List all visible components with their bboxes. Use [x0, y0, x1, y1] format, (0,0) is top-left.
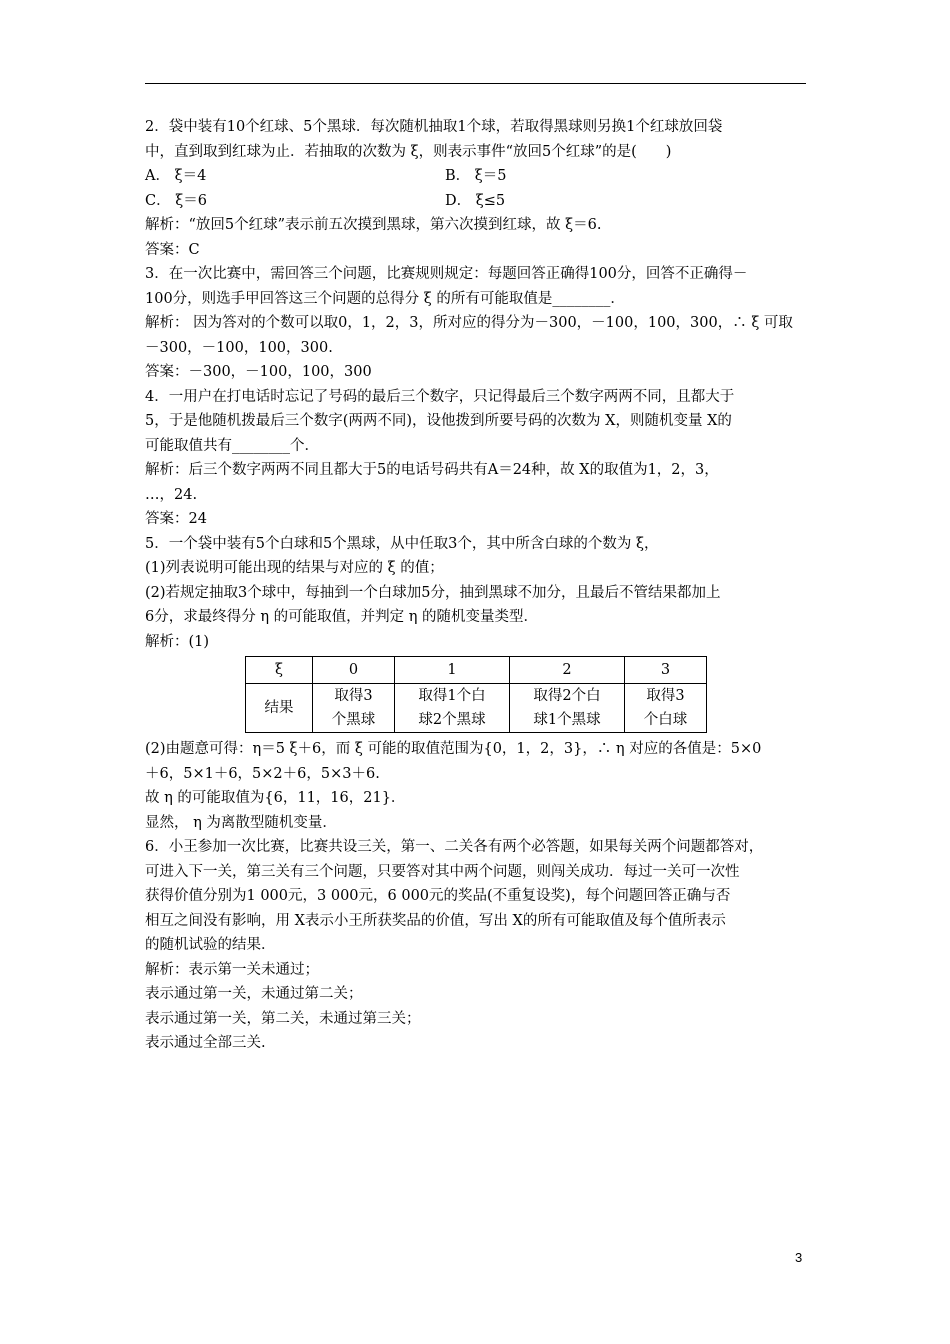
table-cell-line: 球1个黑球 — [533, 712, 601, 728]
q5-part1: (1)列表说明可能出现的结果与对应的 ξ 的值； — [145, 560, 444, 576]
table-cell-line: 球2个黑球 — [418, 712, 486, 728]
table-header-cell: ξ — [246, 657, 313, 684]
table-cell-line: 个白球 — [643, 712, 688, 728]
q6-analysis-line1: 解析：表示第一关未通过； — [145, 961, 319, 978]
q5-analysis-label: 解析：(1) — [145, 633, 210, 650]
q3-stem-line2: 100分，则选手甲回答这三个问题的总得分 ξ 的所有可能取值是________． — [145, 290, 625, 307]
q6-stem-line3: 获得价值分别为1 000元，3 000元，6 000元的奖品(不重复设奖)，每个问题回答正确与否 — [145, 888, 731, 904]
q4-analysis-line1: 解析：后三个数字两两不同且都大于5的电话号码共有A＝24种，故 X的取值为1，2，3， — [145, 462, 719, 478]
q4-stem-line2: 5，于是他随机拨最后三个数字(两两不同)，设他拨到所要号码的次数为 X，则随机变量 X的 — [145, 413, 732, 429]
q3-analysis-line2: －300，－100，100，300. — [145, 339, 333, 356]
table-cell-line: 取得1个白 — [418, 688, 486, 704]
table-cell-line: 取得3 — [334, 688, 373, 704]
q2-option-d: D． ξ≤5 — [445, 192, 506, 209]
q4-stem-line1: 4．一用户在打电话时忘记了号码的最后三个数字，只记得最后三个数字两两不同，且都大于 — [145, 388, 735, 405]
q2-option-c: C． ξ＝6 — [145, 192, 207, 209]
q2-stem-line2: 中，直到取到红球为止．若抽取的次数为 ξ，则表示事件“放回5个红球”的是( ) — [145, 143, 672, 160]
q2-stem-line1: 2．袋中装有10个红球、5个黑球．每次随机抽取1个球，若取得黑球则另换1个红球放回袋 — [145, 119, 723, 135]
table-header-cell: 3 — [625, 657, 707, 684]
header-rule — [145, 83, 806, 84]
table-cell — [510, 684, 625, 733]
table-cell — [625, 684, 707, 733]
q6-analysis-line2: 表示通过第一关，未通过第二关； — [145, 986, 363, 1002]
q2-analysis: 解析：“放回5个红球”表示前五次摸到黑球，第六次摸到红球，故 ξ＝6. — [145, 217, 602, 233]
q3-stem-line1: 3．在一次比赛中，需回答三个问题，比赛规则规定：每题回答正确得100分，回答不正确得－ — [145, 266, 748, 282]
page-number: 3 — [795, 1250, 803, 1265]
q2-options-row1 — [145, 164, 807, 189]
q6-analysis-line3: 表示通过第一关，第二关，未通过第三关； — [145, 1010, 421, 1027]
table-cell-line: 个黑球 — [331, 712, 376, 728]
q5-solution2-line1: (2)由题意可得：η＝5 ξ＋6，而 ξ 可能的取值范围为{0，1，2，3}，∴ η 对应的各值是：5×0 — [145, 741, 762, 757]
q6-stem-line4: 相互之间没有影响，用 X表示小王所获奖品的价值，写出 X的所有可能取值及每个值所表示 — [145, 912, 726, 929]
q4-analysis-line2: …，24. — [145, 486, 198, 503]
table-cell — [395, 684, 510, 733]
q5-part2-line2: 6分，求最终得分 η 的可能取值，并判定 η 的随机变量类型． — [145, 609, 539, 625]
q6-stem-line2: 可进入下一关，第三关有三个问题，只要答对其中两个问题，则闯关成功．每过一关可一次性 — [145, 863, 740, 880]
table-header-row — [246, 657, 707, 684]
q4-stem-line3: 可能取值共有________个． — [145, 437, 319, 454]
q4-answer: 答案：24 — [145, 511, 207, 527]
q5-solution2-line2: ＋6，5×1＋6，5×2＋6，5×3＋6. — [145, 765, 380, 782]
q6-stem-line5: 的随机试验的结果． — [145, 937, 276, 953]
q2-option-a: A． ξ＝4 — [145, 168, 207, 184]
table-cell-line: 取得2个白 — [533, 688, 601, 704]
table-row — [246, 684, 707, 733]
table-row-label: 结果 — [246, 684, 313, 733]
q3-analysis-line1: 解析： 因为答对的个数可以取0，1，2，3，所对应的得分为－300，－100，100，300，∴ ξ 可取 — [145, 315, 793, 331]
q5-result-table — [245, 656, 707, 733]
table-header-cell: 2 — [510, 657, 625, 684]
table-header-cell: 1 — [395, 657, 510, 684]
q5-part2-line1: (2)若规定抽取3个球中，每抽到一个白球加5分，抽到黑球不加分，且最后不管结果都加上 — [145, 584, 721, 601]
q5-solution2-line3: 故 η 的可能取值为{6，11，16，21}． — [145, 790, 406, 806]
q5-stem-line1: 5．一个袋中装有5个白球和5个黑球，从中任取3个，其中所含白球的个数为 ξ， — [145, 535, 659, 552]
q6-stem-line1: 6．小王参加一次比赛，比赛共设三关，第一、二关各有两个必答题，如果每关两个问题都答对， — [145, 839, 764, 855]
q5-solution2-line4: 显然， η 为离散型随机变量． — [145, 814, 337, 831]
table-cell — [313, 684, 395, 733]
table-header-cell: 0 — [313, 657, 395, 684]
q2-option-b: B． ξ＝5 — [445, 168, 507, 184]
q2-options-row2 — [145, 189, 807, 214]
q3-answer: 答案：－300，－100，100，300 — [145, 364, 372, 380]
q2-answer: 答案：C — [145, 241, 200, 258]
table-cell-line: 取得3 — [646, 688, 685, 704]
q6-analysis-line4: 表示通过全部三关. — [145, 1035, 266, 1051]
document-body — [145, 115, 807, 1056]
